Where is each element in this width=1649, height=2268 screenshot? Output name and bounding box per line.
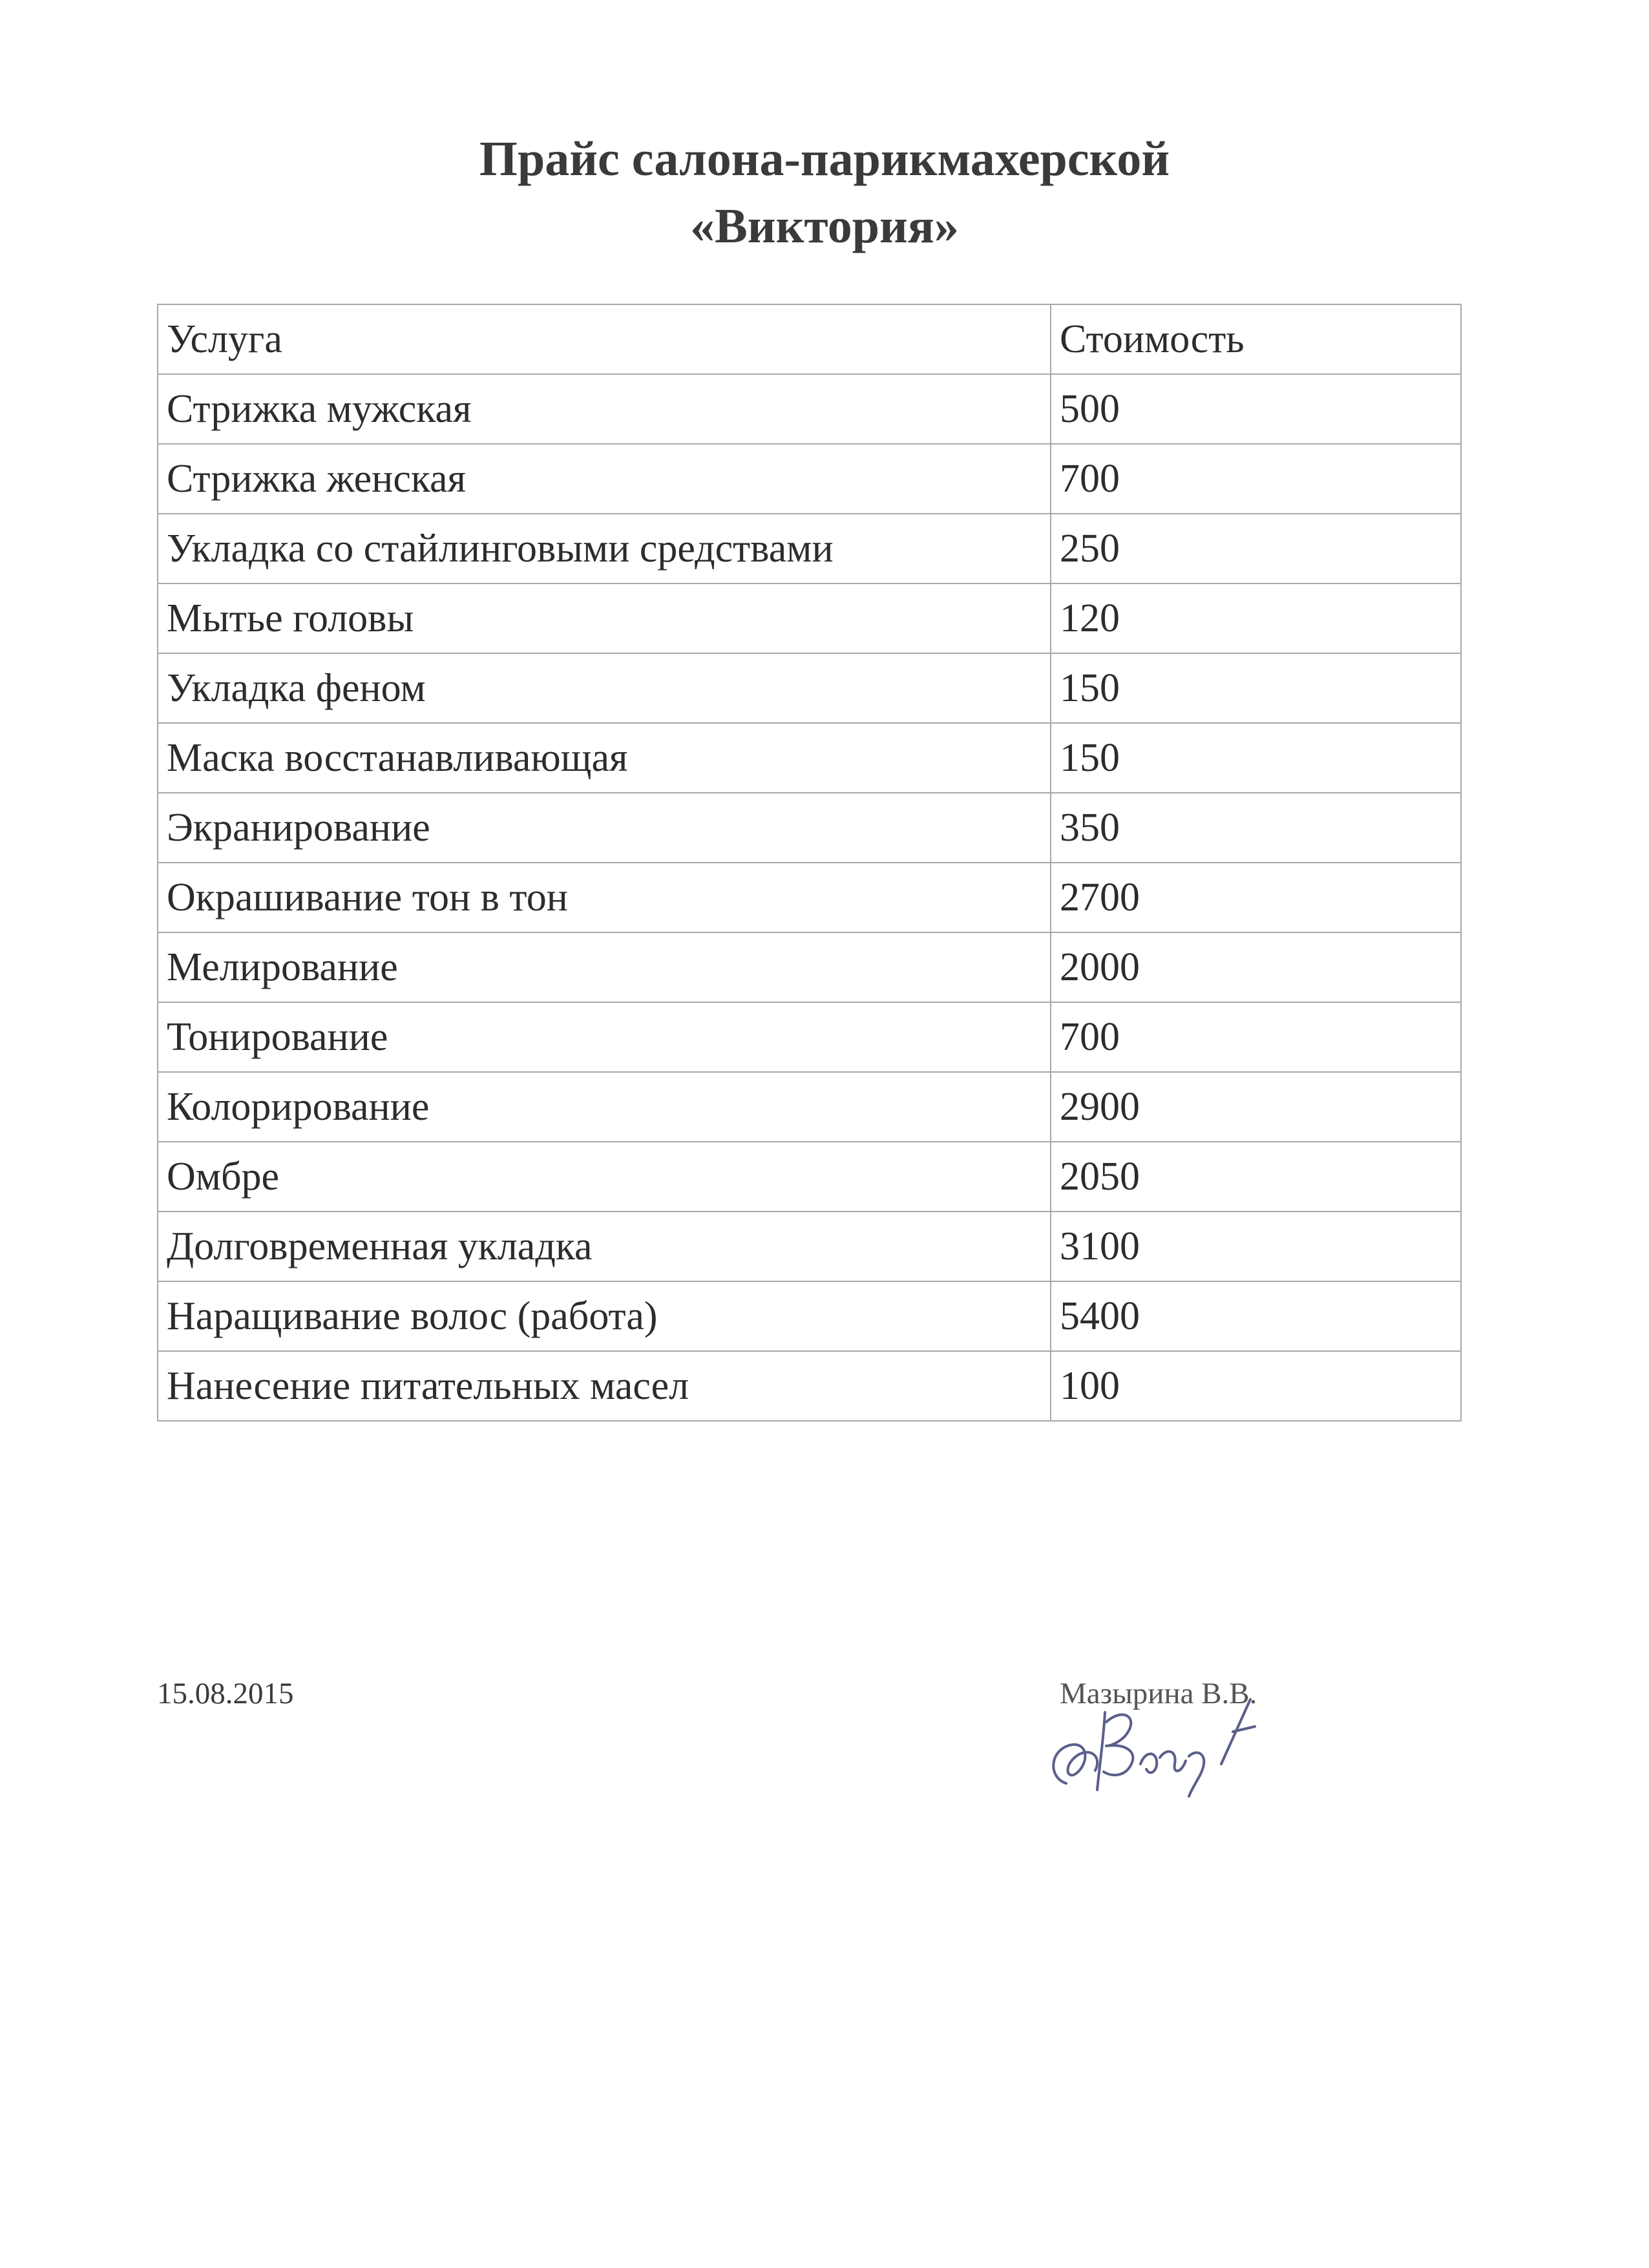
service-name: Нанесение питательных масел <box>158 1351 1051 1421</box>
table-row <box>158 444 1461 514</box>
service-price: 2900 <box>1051 1072 1461 1142</box>
service-price: 2050 <box>1051 1142 1461 1212</box>
service-name: Омбре <box>158 1142 1051 1212</box>
service-name: Долговременная укладка <box>158 1212 1051 1281</box>
service-price: 2700 <box>1051 863 1461 932</box>
table-row <box>158 793 1461 863</box>
service-name: Мытье головы <box>158 583 1051 653</box>
service-name: Тонирование <box>158 1002 1051 1072</box>
table-row <box>158 653 1461 723</box>
service-price: 2000 <box>1051 932 1461 1002</box>
service-price: 700 <box>1051 444 1461 514</box>
service-name: Укладка со стайлинговыми средствами <box>158 514 1051 583</box>
table-row <box>158 723 1461 793</box>
service-name: Маска восстанавливающая <box>158 723 1051 793</box>
service-price: 500 <box>1051 374 1461 444</box>
service-price: 120 <box>1051 583 1461 653</box>
document-date: 15.08.2015 <box>157 1677 294 1710</box>
service-name: Экранирование <box>158 793 1051 863</box>
service-price: 3100 <box>1051 1212 1461 1281</box>
service-price: 700 <box>1051 1002 1461 1072</box>
service-price: 5400 <box>1051 1281 1461 1351</box>
service-price: 350 <box>1051 793 1461 863</box>
price-table <box>157 304 1462 1422</box>
table-row <box>158 1002 1461 1072</box>
table-row <box>158 863 1461 932</box>
service-price: 250 <box>1051 514 1461 583</box>
column-header-service: Услуга <box>158 304 1051 374</box>
service-price: 150 <box>1051 653 1461 723</box>
column-header-price: Стоимость <box>1051 304 1461 374</box>
service-price: 100 <box>1051 1351 1461 1421</box>
service-name: Окрашивание тон в тон <box>158 863 1051 932</box>
table-row <box>158 1281 1461 1351</box>
table-row <box>158 1142 1461 1212</box>
table-row <box>158 932 1461 1002</box>
table-header-row <box>158 304 1461 374</box>
table-row <box>158 374 1461 444</box>
service-name: Мелирование <box>158 932 1051 1002</box>
service-name: Стрижка мужская <box>158 374 1051 444</box>
table-row <box>158 1351 1461 1421</box>
handwritten-signature-icon <box>1027 1686 1299 1803</box>
document-subtitle: «Виктория» <box>690 199 959 253</box>
table-row <box>158 1212 1461 1281</box>
service-name: Стрижка женская <box>158 444 1051 514</box>
table-row <box>158 583 1461 653</box>
service-name: Укладка феном <box>158 653 1051 723</box>
document-title: Прайс салона-парикмахерской <box>479 132 1170 186</box>
service-name: Колорирование <box>158 1072 1051 1142</box>
service-price: 150 <box>1051 723 1461 793</box>
service-name: Наращивание волос (работа) <box>158 1281 1051 1351</box>
table-row <box>158 514 1461 583</box>
signer-name: Мазырина В.В. <box>1060 1677 1257 1710</box>
table-row <box>158 1072 1461 1142</box>
